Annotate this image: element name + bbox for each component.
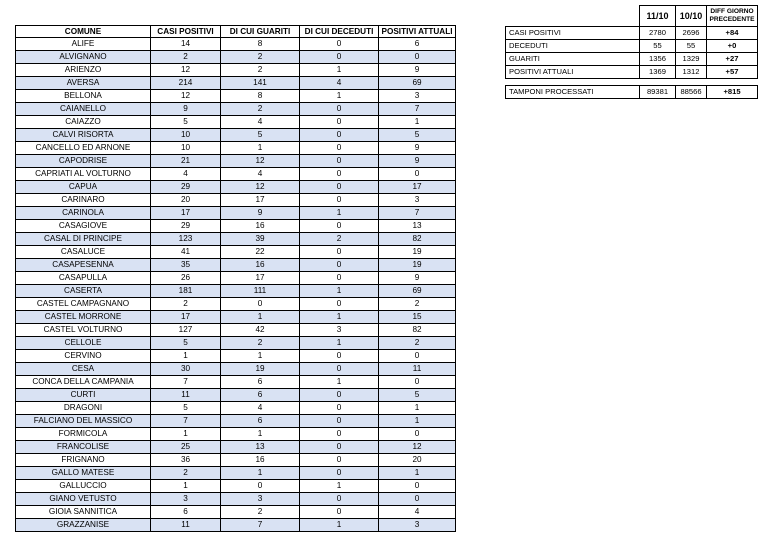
summary-col-date-2: 10/10: [676, 6, 707, 27]
cell-deceduti: 0: [300, 220, 379, 233]
cell-positivi-attuali: 82: [379, 233, 456, 246]
table-row: [16, 194, 456, 207]
table-row: [16, 506, 456, 519]
cell-deceduti: 0: [300, 506, 379, 519]
tamponi-value-2: 88566: [676, 86, 707, 99]
summary-row: [506, 66, 758, 79]
cell-comune: CALVI RISORTA: [16, 129, 151, 142]
summary-label: DECEDUTI: [506, 40, 640, 53]
table-row: [16, 363, 456, 376]
cell-casi-positivi: 5: [151, 402, 221, 415]
summary-row: [506, 40, 758, 53]
cell-positivi-attuali: 7: [379, 207, 456, 220]
cell-deceduti: 0: [300, 272, 379, 285]
summary-value-2: 2696: [676, 27, 707, 40]
cell-comune: CARINOLA: [16, 207, 151, 220]
table-row: [16, 168, 456, 181]
cell-guariti: 22: [221, 246, 300, 259]
table-row: [16, 441, 456, 454]
cell-casi-positivi: 127: [151, 324, 221, 337]
cell-positivi-attuali: 12: [379, 441, 456, 454]
table-row: [16, 272, 456, 285]
cell-positivi-attuali: 1: [379, 467, 456, 480]
cell-guariti: 2: [221, 103, 300, 116]
summary-table: [505, 5, 758, 99]
cell-casi-positivi: 3: [151, 493, 221, 506]
cell-casi-positivi: 5: [151, 116, 221, 129]
table-row: [16, 259, 456, 272]
cell-positivi-attuali: 11: [379, 363, 456, 376]
cell-deceduti: 0: [300, 259, 379, 272]
cell-guariti: 1: [221, 311, 300, 324]
cell-deceduti: 0: [300, 194, 379, 207]
cell-comune: FRIGNANO: [16, 454, 151, 467]
table-row: [16, 285, 456, 298]
cell-guariti: 6: [221, 415, 300, 428]
table-row: [16, 376, 456, 389]
cell-casi-positivi: 20: [151, 194, 221, 207]
summary-row: [506, 53, 758, 66]
cell-positivi-attuali: 9: [379, 272, 456, 285]
cell-positivi-attuali: 0: [379, 350, 456, 363]
cell-comune: CAPRIATI AL VOLTURNO: [16, 168, 151, 181]
cell-deceduti: 0: [300, 38, 379, 51]
cell-positivi-attuali: 20: [379, 454, 456, 467]
summary-value-1: 1356: [640, 53, 676, 66]
table-row: [16, 129, 456, 142]
table-row: [16, 428, 456, 441]
cell-casi-positivi: 2: [151, 467, 221, 480]
cell-deceduti: 1: [300, 480, 379, 493]
summary-label: GUARITI: [506, 53, 640, 66]
cell-positivi-attuali: 9: [379, 142, 456, 155]
cell-comune: FALCIANO DEL MASSICO: [16, 415, 151, 428]
table-row: [16, 415, 456, 428]
table-row: [16, 311, 456, 324]
cell-casi-positivi: 12: [151, 90, 221, 103]
cell-deceduti: 1: [300, 64, 379, 77]
cell-deceduti: 0: [300, 350, 379, 363]
cell-comune: CONCA DELLA CAMPANIA: [16, 376, 151, 389]
cell-deceduti: 4: [300, 77, 379, 90]
cell-positivi-attuali: 1: [379, 116, 456, 129]
cell-positivi-attuali: 4: [379, 506, 456, 519]
cell-deceduti: 0: [300, 467, 379, 480]
cell-positivi-attuali: 0: [379, 168, 456, 181]
cell-deceduti: 0: [300, 298, 379, 311]
table-row: [16, 454, 456, 467]
cell-guariti: 6: [221, 376, 300, 389]
cell-casi-positivi: 10: [151, 129, 221, 142]
col-header-casi-positivi: CASI POSITIVI: [151, 26, 221, 38]
cell-casi-positivi: 36: [151, 454, 221, 467]
cell-guariti: 19: [221, 363, 300, 376]
table-row: [16, 116, 456, 129]
cell-deceduti: 0: [300, 116, 379, 129]
summary-value-1: 1369: [640, 66, 676, 79]
table-row: [16, 77, 456, 90]
cell-positivi-attuali: 1: [379, 402, 456, 415]
cell-casi-positivi: 4: [151, 168, 221, 181]
table-row: [16, 38, 456, 51]
table-row: [16, 324, 456, 337]
summary-diff: +84: [707, 27, 758, 40]
cell-casi-positivi: 17: [151, 207, 221, 220]
cell-casi-positivi: 17: [151, 311, 221, 324]
cell-deceduti: 1: [300, 90, 379, 103]
cell-guariti: 8: [221, 38, 300, 51]
cell-casi-positivi: 29: [151, 220, 221, 233]
cell-casi-positivi: 11: [151, 389, 221, 402]
cell-positivi-attuali: 17: [379, 181, 456, 194]
table-row: [16, 337, 456, 350]
table-row: [16, 246, 456, 259]
cell-positivi-attuali: 82: [379, 324, 456, 337]
cell-guariti: 16: [221, 259, 300, 272]
cell-comune: CASAPESENNA: [16, 259, 151, 272]
col-header-positivi-attuali: POSITIVI ATTUALI: [379, 26, 456, 38]
cell-comune: GALLO MATESE: [16, 467, 151, 480]
cell-comune: CASTEL VOLTURNO: [16, 324, 151, 337]
cell-comune: CAIANELLO: [16, 103, 151, 116]
cell-comune: CESA: [16, 363, 151, 376]
cell-casi-positivi: 25: [151, 441, 221, 454]
cell-positivi-attuali: 3: [379, 90, 456, 103]
summary-value-1: 2780: [640, 27, 676, 40]
table-row: [16, 493, 456, 506]
cell-deceduti: 1: [300, 207, 379, 220]
summary-row: [506, 27, 758, 40]
cell-deceduti: 0: [300, 246, 379, 259]
summary-header-blank: [506, 6, 640, 27]
cell-deceduti: 0: [300, 168, 379, 181]
summary-header-row: [506, 6, 758, 27]
cell-comune: ALVIGNANO: [16, 51, 151, 64]
cell-positivi-attuali: 2: [379, 337, 456, 350]
table-row: [16, 467, 456, 480]
spacer-cell: [676, 79, 707, 86]
cell-guariti: 1: [221, 467, 300, 480]
table-row: [16, 155, 456, 168]
cell-comune: AVERSA: [16, 77, 151, 90]
cell-guariti: 4: [221, 168, 300, 181]
cell-casi-positivi: 1: [151, 350, 221, 363]
summary-label: POSITIVI ATTUALI: [506, 66, 640, 79]
table-row: [16, 480, 456, 493]
cell-deceduti: 0: [300, 155, 379, 168]
cell-guariti: 12: [221, 181, 300, 194]
cell-positivi-attuali: 0: [379, 480, 456, 493]
cell-guariti: 1: [221, 428, 300, 441]
summary-value-2: 1329: [676, 53, 707, 66]
cell-positivi-attuali: 6: [379, 38, 456, 51]
cell-positivi-attuali: 69: [379, 285, 456, 298]
cell-comune: CASALUCE: [16, 246, 151, 259]
cell-casi-positivi: 2: [151, 298, 221, 311]
cell-comune: CASAL DI PRINCIPE: [16, 233, 151, 246]
cell-comune: CASERTA: [16, 285, 151, 298]
cell-comune: FRANCOLISE: [16, 441, 151, 454]
spacer-cell: [707, 79, 758, 86]
table-row: [16, 103, 456, 116]
cell-comune: GIANO VETUSTO: [16, 493, 151, 506]
cell-deceduti: 0: [300, 454, 379, 467]
cell-guariti: 17: [221, 272, 300, 285]
cell-deceduti: 0: [300, 181, 379, 194]
cell-comune: CURTI: [16, 389, 151, 402]
cell-guariti: 42: [221, 324, 300, 337]
cell-positivi-attuali: 5: [379, 389, 456, 402]
table-header-row: [16, 26, 456, 38]
cell-positivi-attuali: 3: [379, 194, 456, 207]
table-row: [16, 389, 456, 402]
cell-comune: CASAPULLA: [16, 272, 151, 285]
table-row: [16, 90, 456, 103]
cell-casi-positivi: 21: [151, 155, 221, 168]
cell-positivi-attuali: 0: [379, 493, 456, 506]
comuni-table-body: [16, 38, 456, 532]
cell-comune: ARIENZO: [16, 64, 151, 77]
cell-casi-positivi: 26: [151, 272, 221, 285]
cell-guariti: 16: [221, 454, 300, 467]
cell-positivi-attuali: 0: [379, 51, 456, 64]
cell-positivi-attuali: 3: [379, 519, 456, 532]
cell-comune: BELLONA: [16, 90, 151, 103]
cell-comune: ALIFE: [16, 38, 151, 51]
cell-positivi-attuali: 7: [379, 103, 456, 116]
summary-value-2: 1312: [676, 66, 707, 79]
cell-comune: CAIAZZO: [16, 116, 151, 129]
cell-deceduti: 0: [300, 129, 379, 142]
cell-comune: CERVINO: [16, 350, 151, 363]
cell-deceduti: 2: [300, 233, 379, 246]
cell-deceduti: 3: [300, 324, 379, 337]
tamponi-label: TAMPONI PROCESSATI: [506, 86, 640, 99]
cell-positivi-attuali: 9: [379, 155, 456, 168]
cell-casi-positivi: 1: [151, 480, 221, 493]
cell-comune: CASTEL MORRONE: [16, 311, 151, 324]
table-row: [16, 51, 456, 64]
cell-guariti: 1: [221, 350, 300, 363]
col-header-deceduti: DI CUI DECEDUTI: [300, 26, 379, 38]
spacer-cell: [640, 79, 676, 86]
cell-comune: CELLOLE: [16, 337, 151, 350]
cell-positivi-attuali: 1: [379, 415, 456, 428]
cell-guariti: 4: [221, 116, 300, 129]
summary-col-diff: DIFF GIORNO PRECEDENTE: [707, 6, 758, 27]
cell-casi-positivi: 5: [151, 337, 221, 350]
table-row: [16, 220, 456, 233]
cell-positivi-attuali: 69: [379, 77, 456, 90]
summary-diff: +0: [707, 40, 758, 53]
cell-deceduti: 0: [300, 415, 379, 428]
cell-deceduti: 0: [300, 103, 379, 116]
spacer-cell: [506, 79, 640, 86]
table-row: [16, 181, 456, 194]
cell-positivi-attuali: 5: [379, 129, 456, 142]
cell-guariti: 8: [221, 90, 300, 103]
cell-guariti: 3: [221, 493, 300, 506]
cell-deceduti: 0: [300, 363, 379, 376]
cell-deceduti: 1: [300, 376, 379, 389]
cell-casi-positivi: 123: [151, 233, 221, 246]
cell-comune: FORMICOLA: [16, 428, 151, 441]
cell-casi-positivi: 30: [151, 363, 221, 376]
cell-guariti: 17: [221, 194, 300, 207]
summary-diff: +57: [707, 66, 758, 79]
cell-comune: CASAGIOVE: [16, 220, 151, 233]
table-row: [16, 142, 456, 155]
cell-casi-positivi: 2: [151, 51, 221, 64]
cell-comune: GRAZZANISE: [16, 519, 151, 532]
cell-deceduti: 0: [300, 402, 379, 415]
cell-guariti: 4: [221, 402, 300, 415]
col-header-comune: COMUNE: [16, 26, 151, 38]
cell-deceduti: 0: [300, 493, 379, 506]
cell-deceduti: 0: [300, 441, 379, 454]
col-header-guariti: DI CUI GUARITI: [221, 26, 300, 38]
cell-guariti: 1: [221, 142, 300, 155]
cell-casi-positivi: 181: [151, 285, 221, 298]
cell-positivi-attuali: 0: [379, 376, 456, 389]
cell-guariti: 7: [221, 519, 300, 532]
summary-label: CASI POSITIVI: [506, 27, 640, 40]
cell-guariti: 5: [221, 129, 300, 142]
cell-deceduti: 0: [300, 389, 379, 402]
cell-deceduti: 0: [300, 428, 379, 441]
cell-guariti: 0: [221, 480, 300, 493]
cell-positivi-attuali: 9: [379, 64, 456, 77]
cell-guariti: 2: [221, 506, 300, 519]
cell-casi-positivi: 214: [151, 77, 221, 90]
cell-casi-positivi: 14: [151, 38, 221, 51]
tamponi-row: [506, 86, 758, 99]
table-row: [16, 350, 456, 363]
cell-casi-positivi: 11: [151, 519, 221, 532]
cell-guariti: 141: [221, 77, 300, 90]
summary-diff: +27: [707, 53, 758, 66]
table-row: [16, 402, 456, 415]
cell-guariti: 13: [221, 441, 300, 454]
cell-positivi-attuali: 13: [379, 220, 456, 233]
cell-casi-positivi: 1: [151, 428, 221, 441]
cell-comune: CANCELLO ED ARNONE: [16, 142, 151, 155]
table-row: [16, 519, 456, 532]
table-row: [16, 233, 456, 246]
table-row: [16, 207, 456, 220]
cell-comune: CARINARO: [16, 194, 151, 207]
cell-positivi-attuali: 15: [379, 311, 456, 324]
cell-casi-positivi: 12: [151, 64, 221, 77]
cell-casi-positivi: 7: [151, 376, 221, 389]
cell-guariti: 9: [221, 207, 300, 220]
cell-deceduti: 1: [300, 311, 379, 324]
cell-casi-positivi: 6: [151, 506, 221, 519]
cell-deceduti: 0: [300, 51, 379, 64]
cell-deceduti: 1: [300, 337, 379, 350]
cell-positivi-attuali: 19: [379, 246, 456, 259]
cell-positivi-attuali: 19: [379, 259, 456, 272]
cell-deceduti: 1: [300, 285, 379, 298]
cell-guariti: 0: [221, 298, 300, 311]
cell-guariti: 111: [221, 285, 300, 298]
cell-casi-positivi: 10: [151, 142, 221, 155]
comuni-table: [15, 25, 456, 532]
cell-comune: GALLUCCIO: [16, 480, 151, 493]
cell-guariti: 16: [221, 220, 300, 233]
cell-casi-positivi: 35: [151, 259, 221, 272]
cell-positivi-attuali: 2: [379, 298, 456, 311]
cell-guariti: 6: [221, 389, 300, 402]
cell-casi-positivi: 7: [151, 415, 221, 428]
cell-casi-positivi: 29: [151, 181, 221, 194]
cell-comune: CASTEL CAMPAGNANO: [16, 298, 151, 311]
tamponi-value-1: 89381: [640, 86, 676, 99]
cell-deceduti: 1: [300, 519, 379, 532]
cell-guariti: 2: [221, 51, 300, 64]
cell-comune: DRAGONI: [16, 402, 151, 415]
cell-guariti: 2: [221, 64, 300, 77]
summary-spacer-row: [506, 79, 758, 86]
cell-comune: CAPUA: [16, 181, 151, 194]
cell-casi-positivi: 9: [151, 103, 221, 116]
summary-value-1: 55: [640, 40, 676, 53]
cell-casi-positivi: 41: [151, 246, 221, 259]
summary-col-date-1: 11/10: [640, 6, 676, 27]
cell-guariti: 39: [221, 233, 300, 246]
tamponi-diff: +815: [707, 86, 758, 99]
cell-deceduti: 0: [300, 142, 379, 155]
cell-guariti: 2: [221, 337, 300, 350]
cell-comune: GIOIA SANNITICA: [16, 506, 151, 519]
table-row: [16, 298, 456, 311]
cell-guariti: 12: [221, 155, 300, 168]
cell-comune: CAPODRISE: [16, 155, 151, 168]
cell-positivi-attuali: 0: [379, 428, 456, 441]
table-row: [16, 64, 456, 77]
summary-value-2: 55: [676, 40, 707, 53]
